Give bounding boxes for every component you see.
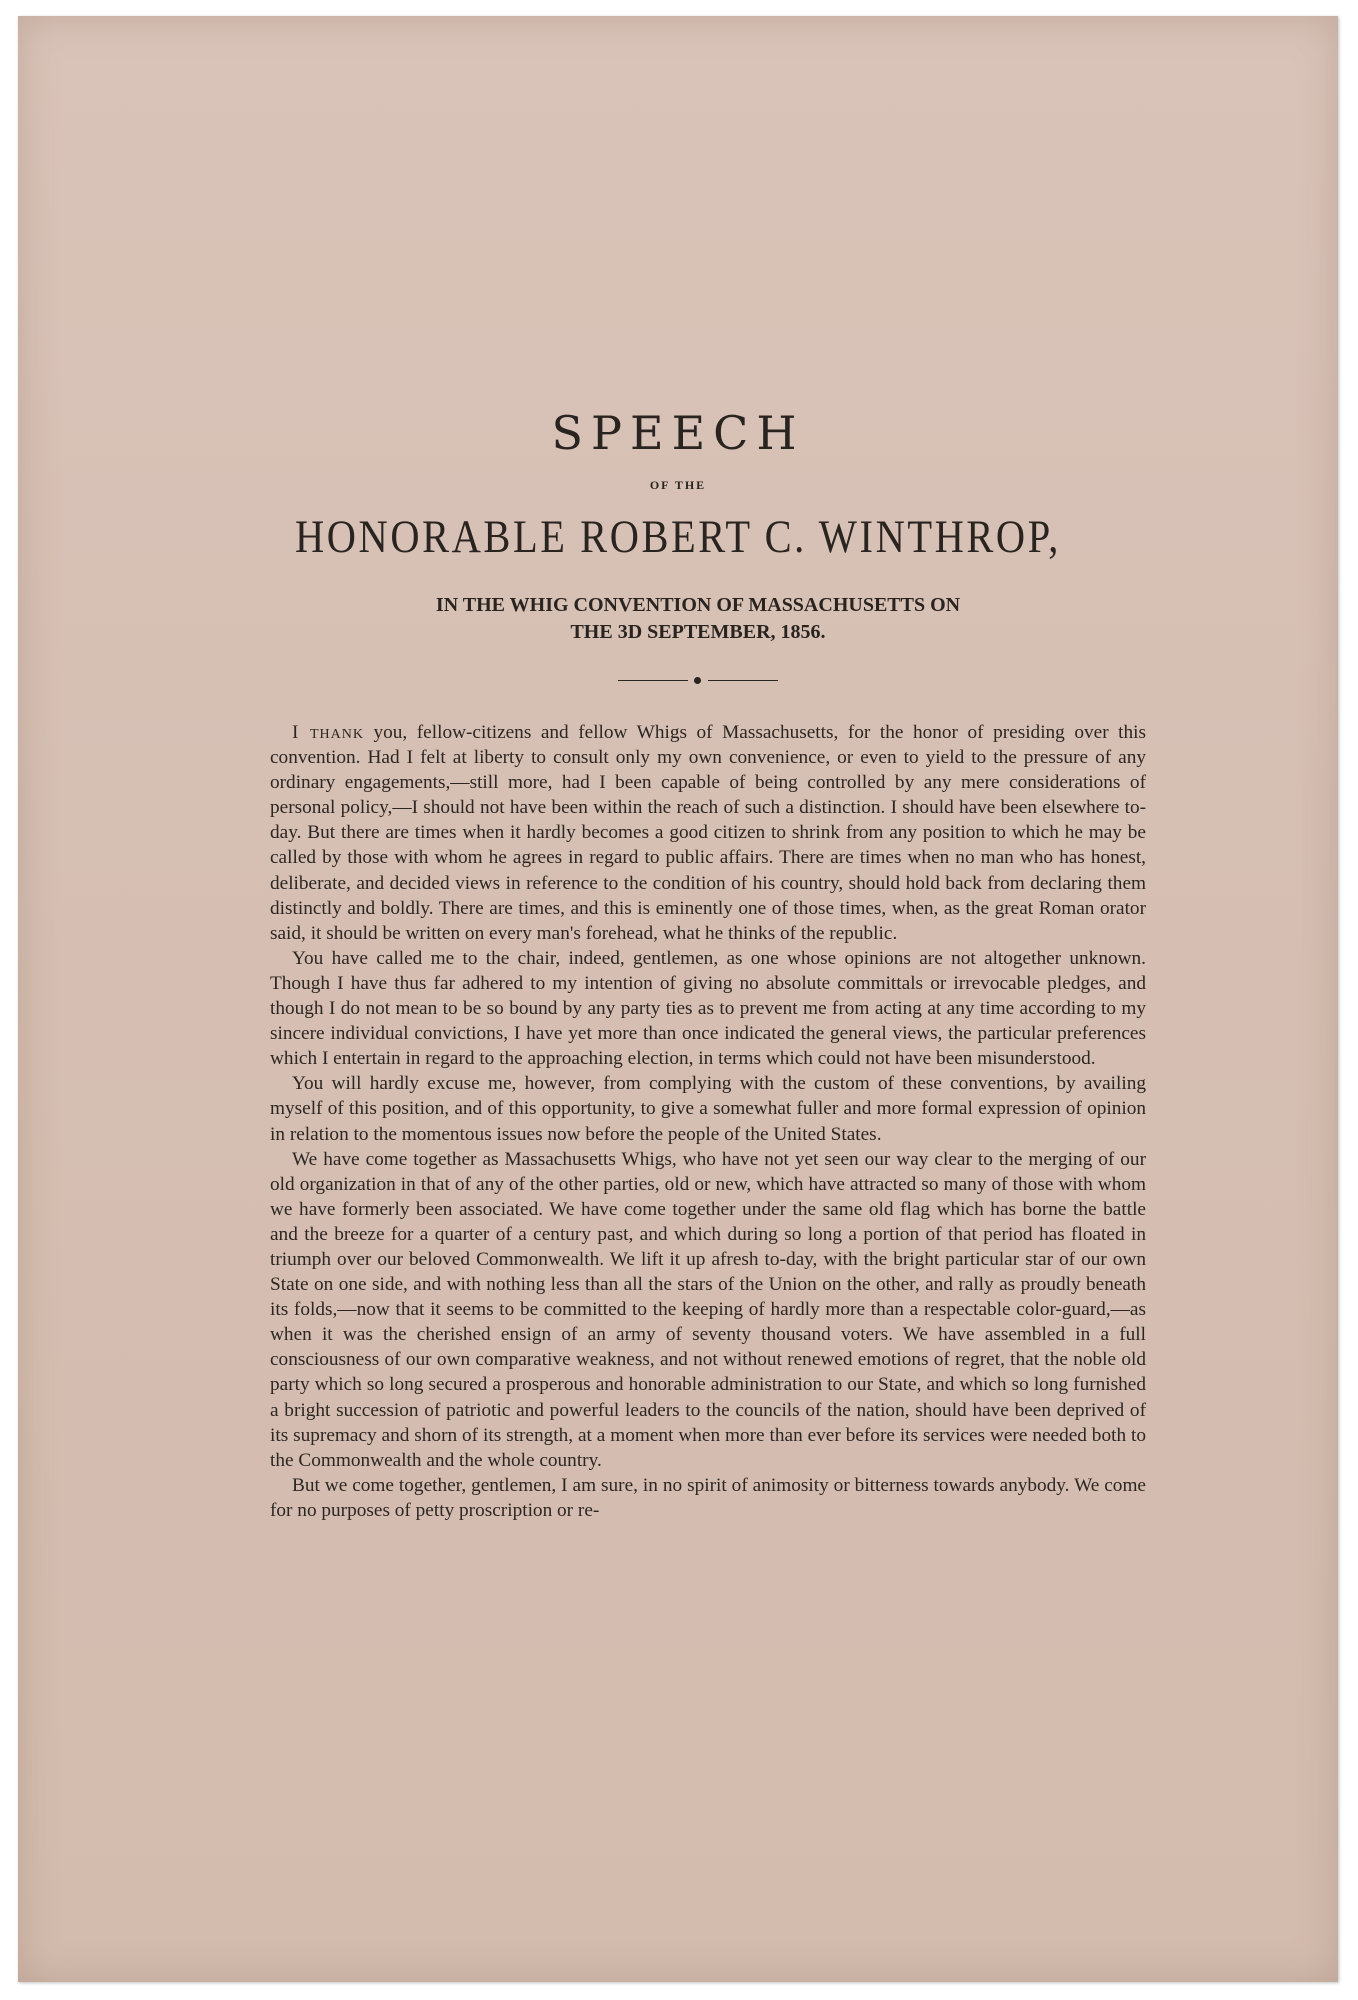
paragraph: You will hardly excuse me, however, from complying with the custom of these conventions, by availing myself of this position, and of this opportunity, to give a somewhat fuller and more formal expression of opinion in relation to the momentous issues now before the people of the United States.	[270, 1073, 1146, 1145]
paragraph: But we come together, gentlemen, I am sure, in no spirit of animosity or bitterness towards anybody. We come for no purposes of petty proscription or re-	[270, 1474, 1146, 1521]
ornamental-rule	[618, 680, 778, 682]
speech-body	[270, 720, 1146, 1523]
subtitle	[318, 592, 1078, 646]
speaker-name: HONORABLE ROBERT C. WINTHROP,	[295, 511, 1061, 563]
paragraph: You have called me to the chair, indeed, gentlemen, as one whose opinions are not altogether unknown. Though I have thus far adhered to my intention of giving no absolute committals or irrevocable pledges, and though I do not mean to be so bound by any party ties as to prevent me from acting at any time according to my sincere individual convictions, I have yet more than once indicated the general views, the particular preferences which I entertain in regard to the approaching election, in terms which could not have been misunderstood.	[270, 947, 1146, 1070]
subtitle-line-2: THE 3D SEPTEMBER, 1856.	[570, 621, 826, 643]
paragraph	[270, 720, 1146, 946]
paragraph-text: you, fellow-citizens and fellow Whigs of Massachusetts, for the honor of presiding over this convention. Had I felt at liberty to consult only my own convenience, or even to yield to the pressure of any ordinary engagements,—still more, had I been capable of being controlled by any mere considerations of personal policy,—I should not have been within the reach of such a distinction. I should have been elsewhere to-day. But there are times when it hardly becomes a good citizen to shrink from any position to which he may be called by those with whom he agrees in regard to public affairs. There are times when no man who has honest, deliberate, and decided views in reference to the condition of his country, should hold back from declaring them distinctly and boldly. There are times, and this is eminently one of those times, when, as the great Roman orator said, it should be written on every man's forehead, what he thinks of the republic.	[270, 722, 1147, 944]
subtitle-line-1: IN THE WHIG CONVENTION OF MASSACHUSETTS ON	[435, 594, 961, 616]
of-the-label: OF THE	[649, 478, 707, 492]
document-page	[18, 16, 1338, 1982]
document-title: SPEECH	[551, 406, 805, 460]
paragraph: We have come together as Massachusetts Whigs, who have not yet seen our way clear to the merging of our old organization in that of any of the other parties, old or new, which have attracted so many of those with whom we have formerly been associated. We have come together under the same old flag which has borne the battle and the breeze for a quarter of a century past, and which during so long a portion of that period has floated in triumph over our beloved Commonwealth. We lift it up afresh to-day, with the bright particular star of our own State on one side, and with nothing less than all the stars of the Union on the other, and rally as proudly beneath its folds,—now that it seems to be committed to the keeping of hardly more than a respectable color-guard,—as when it was the cherished ensign of an army of seventy thousand voters. We have assembled in a full consciousness of our own comparative weakness, and not without renewed emotions of regret, that the noble old party which so long secured a prosperous and honorable administration to our State, and which so long furnished a bright succession of patriotic and powerful leaders to the councils of the nation, should have been deprived of its supremacy and shorn of its strength, at a moment when more than ever before its services were needed both to the Commonwealth and the whole country.	[270, 1148, 1146, 1471]
opening-words: I thank	[292, 722, 364, 743]
